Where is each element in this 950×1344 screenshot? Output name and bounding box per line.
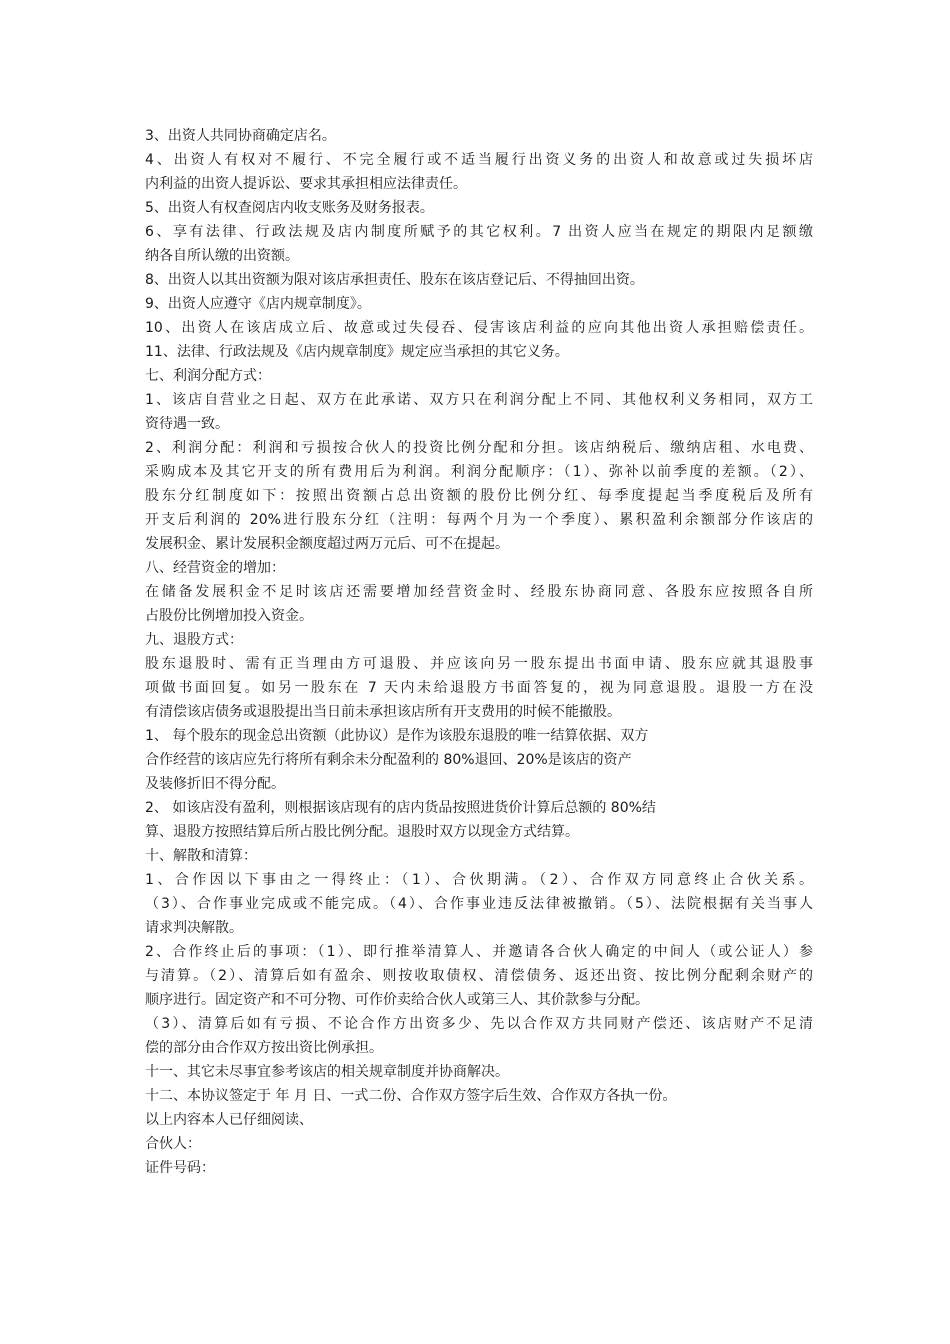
text-line: 股东分红制度如下：按照出资额占总出资额的股份比例分红、每季度提起当季度税后及所有 <box>145 488 813 504</box>
text-line: 以上内容本人已仔细阅读、 <box>145 1112 313 1128</box>
text-line: 2、利润分配：利润和亏损按合伙人的投资比例分配和分担。该店纳税后、缴纳店租、水电费、 <box>145 440 813 456</box>
text-line: 在储备发展积金不足时该店还需要增加经营资金时、经股东协商同意、各股东应按照各自所 <box>145 584 813 600</box>
text-line: 十一、其它未尽事宜参考该店的相关规章制度并协商解决。 <box>145 1064 509 1080</box>
signature-label-id-number: 证件号码： <box>145 1160 215 1176</box>
text-line: 算、退股方按照结算后所占股比例分配。退股时双方以现金方式结算。 <box>145 824 579 840</box>
text-line: 及装修折旧不得分配。 <box>145 776 285 792</box>
text-line: 5、出资人有权查阅店内收支账务及财务报表。 <box>145 200 434 216</box>
text-line: （3）、清算后如有亏损、不论合作方出资多少、先以合作双方共同财产偿还、该店财产不足清 <box>145 1016 813 1032</box>
text-line: 资待遇一致。 <box>145 416 229 432</box>
text-line: 占股份比例增加投入资金。 <box>145 608 313 624</box>
text-line: （3）、合作事业完成或不能完成。（4）、合作事业违反法律被撤销。（5）、法院根据有关当事人 <box>145 896 813 912</box>
text-line: 内利益的出资人提诉讼、要求其承担相应法律责任。 <box>145 176 467 192</box>
text-line: 4、出资人有权对不履行、不完全履行或不适当履行出资义务的出资人和故意或过失损坏店 <box>145 152 813 168</box>
section-heading: 七、利润分配方式： <box>145 368 271 384</box>
text-line: 股东退股时、需有正当理由方可退股、并应该向另一股东提出书面申请、股东应就其退股事 <box>145 656 813 672</box>
text-line: 2、 如该店没有盈利，则根据该店现有的店内货品按照进货价计算后总额的 80%结 <box>145 800 656 816</box>
signature-label-partner: 合伙人： <box>145 1136 201 1152</box>
section-heading: 十、解散和清算： <box>145 848 257 864</box>
text-line: 2、合作终止后的事项：（1）、即行推举清算人、并邀请各合伙人确定的中间人（或公证人）参 <box>145 944 813 960</box>
text-line: 纳各自所认缴的出资额。 <box>145 248 299 264</box>
text-line: 与清算。（2）、清算后如有盈余、则按收取债权、清偿债务、返还出资、按比例分配剩余财产的 <box>145 968 813 984</box>
text-line: 开支后利润的 20%进行股东分红（注明：每两个月为一个季度）、累积盈利余额部分作该店的 <box>145 512 813 528</box>
text-line: 9、出资人应遵守《店内规章制度》。 <box>145 296 371 312</box>
text-line: 项做书面回复。如另一股东在 7 天内未给退股方书面答复的，视为同意退股。退股一方在没 <box>145 680 813 696</box>
text-line: 10、出资人在该店成立后、故意或过失侵吞、侵害该店利益的应向其他出资人承担赔偿责任。 <box>145 320 813 336</box>
text-line: 6、享有法律、行政法规及店内制度所赋予的其它权利。7 出资人应当在规定的期限内足额缴 <box>145 224 813 240</box>
text-line: 3、出资人共同协商确定店名。 <box>145 128 336 144</box>
section-heading: 九、退股方式： <box>145 632 243 648</box>
section-heading: 八、经营资金的增加： <box>145 560 285 576</box>
text-line: 有清偿该店债务或退股提出当日前未承担该店所有开支费用的时候不能撤股。 <box>145 704 621 720</box>
text-line: 1、该店自营业之日起、双方在此承诺、双方只在利润分配上不同、其他权利义务相同，双方工 <box>145 392 813 408</box>
text-line: 8、出资人以其出资额为限对该店承担责任、股东在该店登记后、不得抽回出资。 <box>145 272 644 288</box>
text-line: 顺序进行。固定资产和不可分物、可作价卖给合伙人或第三人、其价款参与分配。 <box>145 992 649 1008</box>
text-line: 1、 每个股东的现金总出资额（此协议）是作为该股东退股的唯一结算依据、双方 <box>145 728 649 744</box>
text-line: 请求判决解散。 <box>145 920 243 936</box>
text-line: 十二、本协议签定于 年 月 日、一式二份、合作双方签字后生效、合作双方各执一份。 <box>145 1088 677 1104</box>
text-line: 发展积金、累计发展积金额度超过两万元后、可不在提起。 <box>145 536 509 552</box>
text-line: 合作经营的该店应先行将所有剩余未分配盈利的 80%退回、20%是该店的资产 <box>145 752 632 768</box>
text-line: 11、法律、行政法规及《店内规章制度》规定应当承担的其它义务。 <box>145 344 569 360</box>
text-line: 采购成本及其它开支的所有费用后为利润。利润分配顺序：（1）、弥补以前季度的差额。（2）、 <box>145 464 813 480</box>
text-line: 1、合作因以下事由之一得终止：（1）、合伙期满。（2）、合作双方同意终止合伙关系。 <box>145 872 813 888</box>
text-line: 偿的部分由合作双方按出资比例承担。 <box>145 1040 383 1056</box>
document-body <box>145 124 813 1180</box>
